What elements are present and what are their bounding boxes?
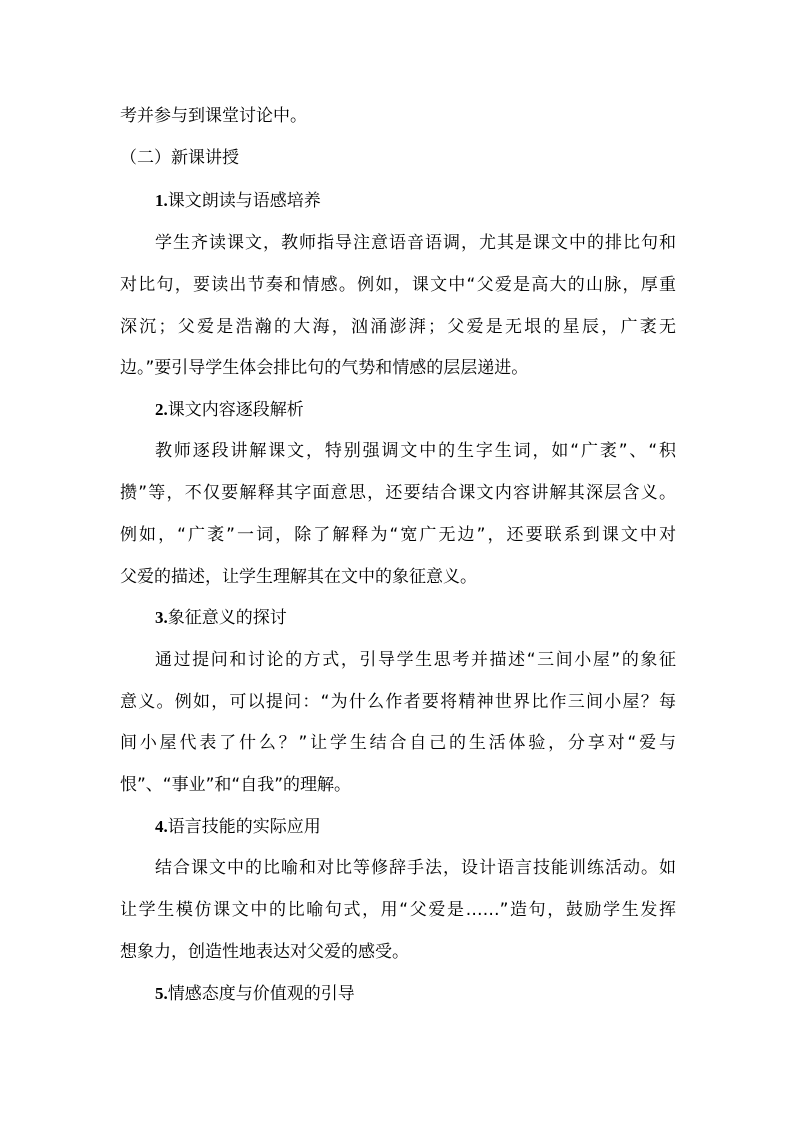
paragraph-line: 通过提问和讨论的方式，引导学生思考并描述“三间小屋”的象征 [155,650,676,670]
subsection-number: 3. [155,608,168,627]
subsection-number: 1. [155,191,168,210]
paragraph-line: 深沉；父爱是浩瀚的大海，汹涌澎湃；父爱是无垠的星辰，广袤无 [120,317,676,337]
paragraph-line: 让学生模仿课文中的比喻句式，用“父爱是……”造句，鼓励学生发挥 [120,900,676,920]
paragraph-line: 父爱的描述，让学生理解其在文中的象征意义。 [120,567,477,587]
subsection-number: 4. [155,817,168,836]
paragraph-line: 攒”等，不仅要解释其字面意思，还要结合课文内容讲解其深层含义。 [120,483,676,503]
paragraph-line: 意义。例如，可以提问：“为什么作者要将精神世界比作三间小屋？每 [120,692,676,712]
paragraph-line: 对比句，要读出节奏和情感。例如，课文中“父爱是高大的山脉，厚重 [120,275,676,295]
subsection-title: 情感态度与价值观的引导 [167,984,355,1004]
paragraph-line: 学生齐读课文，教师指导注意语音语调，尤其是课文中的排比句和 [155,233,676,253]
subsection-heading-1 [155,189,321,213]
section-title: （二）新课讲授 [120,148,239,168]
subsection-number: 5. [155,984,168,1003]
paragraph-line: 恨”、“事业”和“自我”的理解。 [120,775,352,795]
subsection-title: 课文朗读与语感培养 [167,191,321,211]
subsection-heading-4 [155,815,321,839]
subsection-title: 象征意义的探讨 [167,608,287,628]
subsection-heading-3 [155,606,287,630]
paragraph-line: 教师逐段讲解课文，特别强调文中的生字生词，如“广袤”、“积 [155,441,676,461]
subsection-number: 2. [155,400,168,419]
subsection-heading-2 [155,398,304,422]
paragraph-line: 结合课文中的比喻和对比等修辞手法，设计语言技能训练活动。如 [155,858,676,878]
subsection-heading-5 [155,982,355,1006]
paragraph-line: 例如，“广袤”一词，除了解释为“宽广无边”，还要联系到课文中对 [120,525,676,545]
paragraph-line: 间小屋代表了什么？”让学生结合自己的生活体验，分享对“爱与 [120,733,676,753]
paragraph-line: 边。”要引导学生体会排比句的气势和情感的层层递进。 [120,358,529,378]
intro-paragraph-line: 考并参与到课堂讨论中。 [120,106,307,126]
subsection-title: 语言技能的实际应用 [167,817,321,837]
paragraph-line: 想象力，创造性地表达对父爱的感受。 [120,942,409,962]
subsection-title: 课文内容逐段解析 [167,400,304,420]
